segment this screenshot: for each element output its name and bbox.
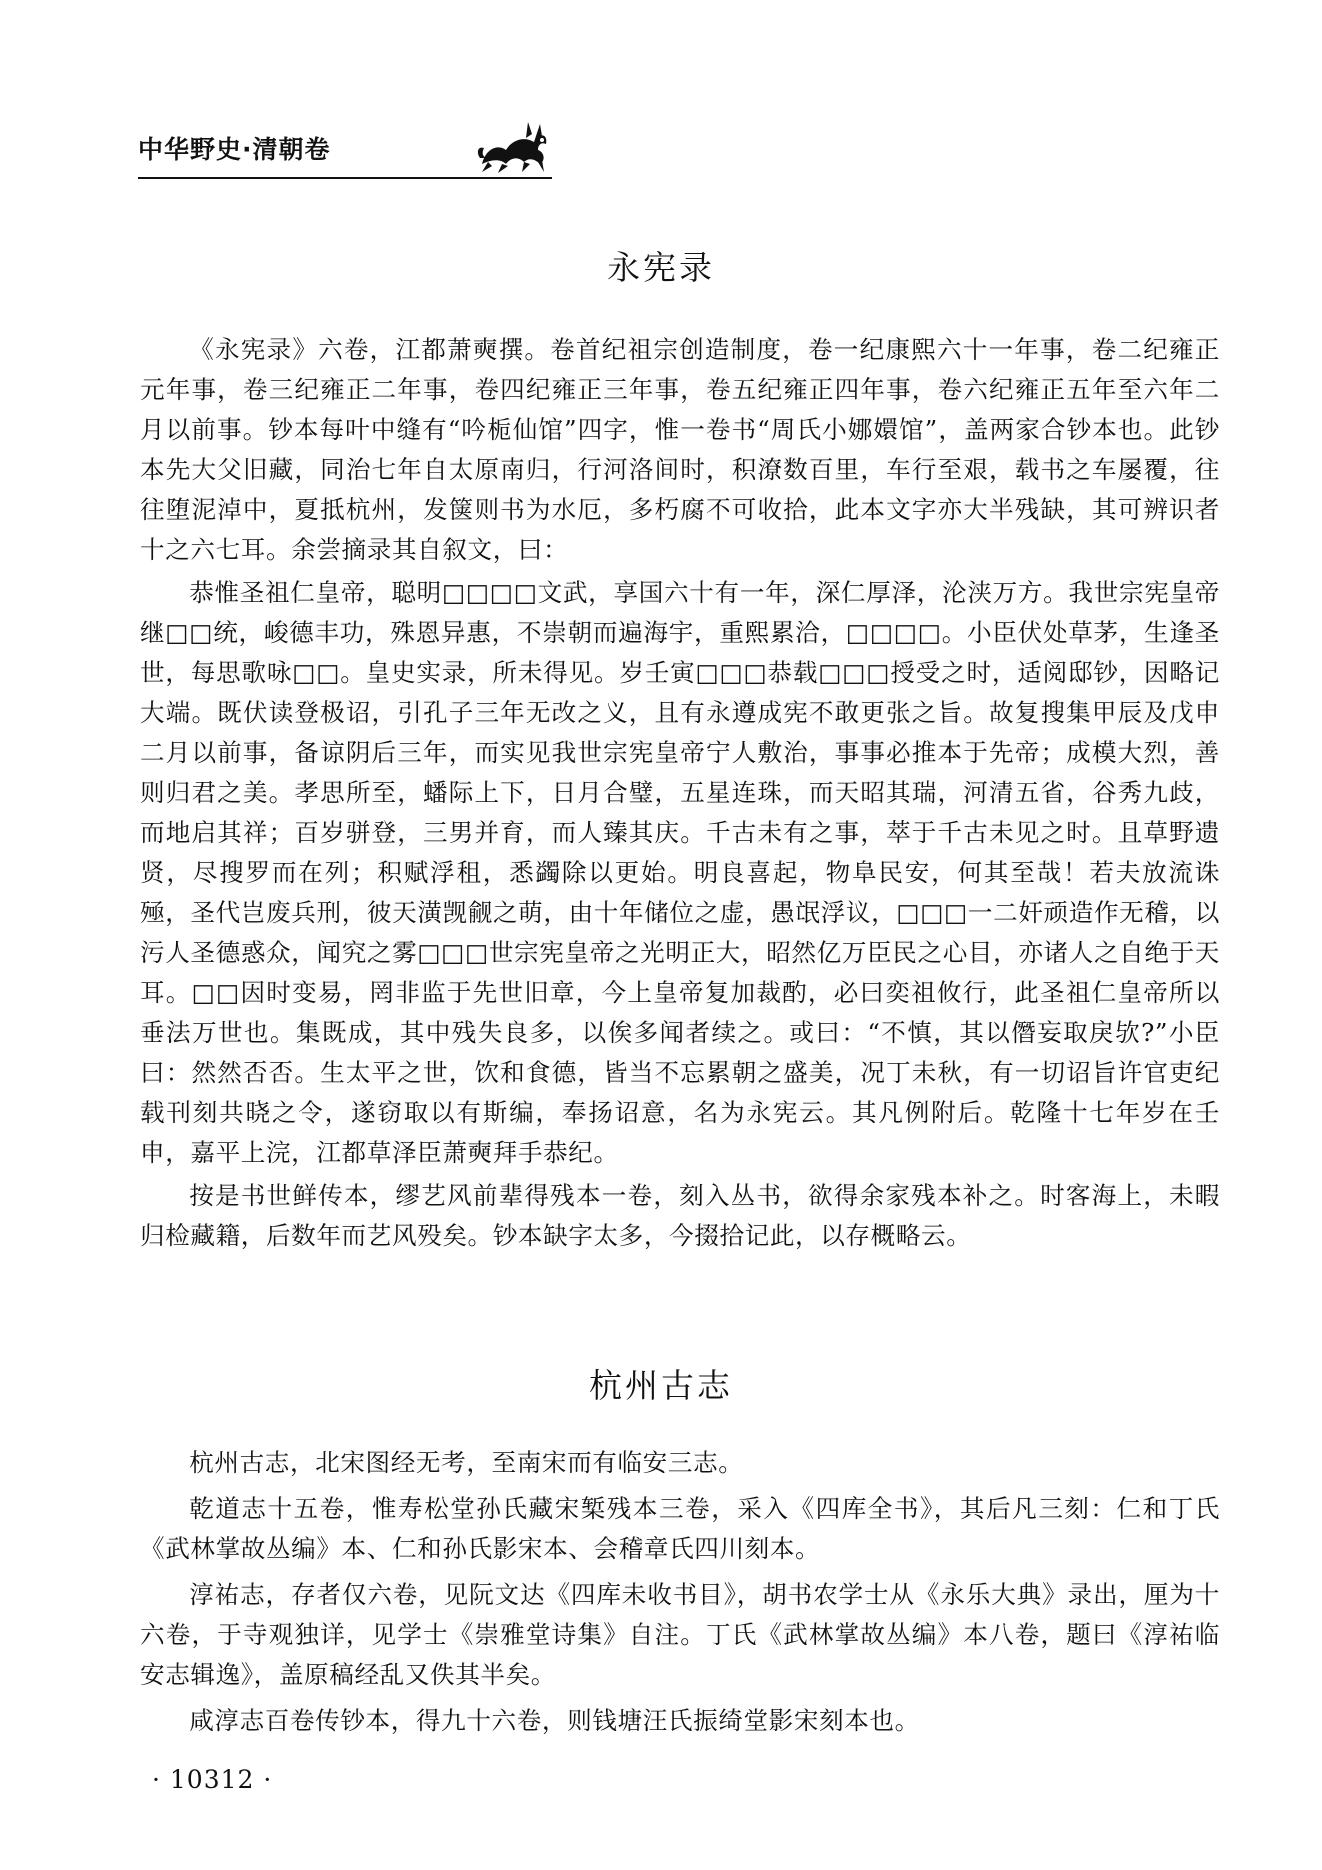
section-title-yongxianlu: 永宪录 [607, 248, 715, 287]
paragraph: 《永宪录》六卷，江都萧奭撰。卷首纪祖宗创造制度，卷一纪康熙六十一年事，卷二纪雍正元年事，卷三纪雍正二年事，卷四纪雍正三年事，卷五纪雍正四年事，卷六纪雍正五年至六年二月以前事。钞本每叶中缝有“吟栀仙馆”四字，惟一卷书“周氏小娜嬛馆”，盖两家合钞本也。此钞本先大父旧藏，同治七年自太原南归，行河洛间时，积潦数百里，车行至艰，载书之车屡覆，往往堕泥淖中，夏抵杭州，发箧则书为水厄，多朽腐不可收拾，此本文字亦大半残缺，其可辨识者十之六七耳。余尝摘录其自叙文，曰： [140, 335, 1220, 564]
page-number: · 10312 · [152, 1765, 273, 1794]
paragraph: 淳祐志，存者仅六卷，见阮文达《四库未收书目》，胡书农学士从《永乐大典》录出，厘为十六卷，于寺观独详，见学士《崇雅堂诗集》自注。丁氏《武林掌故丛编》本八卷，题曰《淳祐临安志辑逸》，盖原稿经乱又佚其半矣。 [140, 1580, 1220, 1689]
running-header [138, 118, 552, 178]
paragraph: 杭州古志，北宋图经无考，至南宋而有临安三志。 [189, 1448, 744, 1477]
paragraph: 按是书世鲜传本，缪艺风前辈得残本一卷，刻入丛书，欲得余家残本补之。时客海上，未暇归检藏籍，后数年而艺风殁矣。钞本缺字太多，今掇拾记此，以存概略云。 [140, 1181, 1220, 1250]
paragraph: 乾道志十五卷，惟寿松堂孙氏藏宋椠残本三卷，采入《四库全书》，其后凡三刻：仁和丁氏《武林掌故丛编》本、仁和孙氏影宋本、会稽章氏四川刻本。 [140, 1494, 1220, 1563]
paragraph: 恭惟圣祖仁皇帝，聪明□□□□文武，享国六十有一年，深仁厚泽，沦浃万方。我世宗宪皇帝继□□统，峻德丰功，殊恩异惠，不崇朝而遍海宇，重熙累洽，□□□□。小臣伏处草茅，生逢圣世，每思歌咏□□。皇史实录，所未得见。岁壬寅□□□恭载□□□授受之时，适阅邸钞，因略记大端。既伏读登极诏，引孔子三年无改之义，且有永遵成宪不敢更张之旨。故复搜集甲辰及戊申二月以前事，备谅阴后三年，而实见我世宗宪皇帝宁人敷治，事事必推本于先帝；成模大烈，善则归君之美。孝思所至，蟠际上下，日月合璧，五星连珠，而天昭其瑞，河清五省，谷秀九歧，而地启其祥；百岁骈登，三男并育，而人臻其庆。千古未有之事，萃于千古未见之时。且草野遗贤，尽搜罗而在列；积赋浮租，悉蠲除以更始。明良喜起，物阜民安，何其至哉！若夫放流诛殛，圣代岂废兵刑，彼天潢觊觎之萌，由十年储位之虚，愚氓浮议，□□□一二奸顽造作无稽，以污人圣德惑众，闻究之雾□□□世宗宪皇帝之光明正大，昭然亿万臣民之心目，亦诸人之自绝于天耳。□□因时变易，罔非监于先世旧章，今上皇帝复加裁酌，必曰奕祖攸行，此圣祖仁皇帝所以垂法万世也。集既成，其中残失良多，以俟多闻者续之。或曰：“不慎，其以僭妄取戾欤?”小臣曰：然然否否。生太平之世，饮和食德，皆当不忘累朝之盛美，况丁未秋，有一切诏旨许官吏纪载刊刻共晓之令，遂窃取以有斯编，奉扬诏意，名为永宪云。其凡例附后。乾隆十七年岁在壬申，嘉平上浣，江都草泽臣萧奭拜手恭纪。 [140, 578, 1220, 1167]
section-body-yongxianlu [140, 330, 1220, 1256]
header-rule [138, 177, 552, 179]
series-title: 中华野史·清朝卷 [138, 135, 331, 164]
dragon-icon [476, 118, 552, 174]
section-body-hangzhou-guzhi [140, 1443, 1220, 1747]
section-title-hangzhou-guzhi: 杭州古志 [589, 1366, 733, 1405]
paragraph: 咸淳志百卷传钞本，得九十六卷，则钱塘汪氏振绮堂影宋刻本也。 [189, 1706, 920, 1735]
